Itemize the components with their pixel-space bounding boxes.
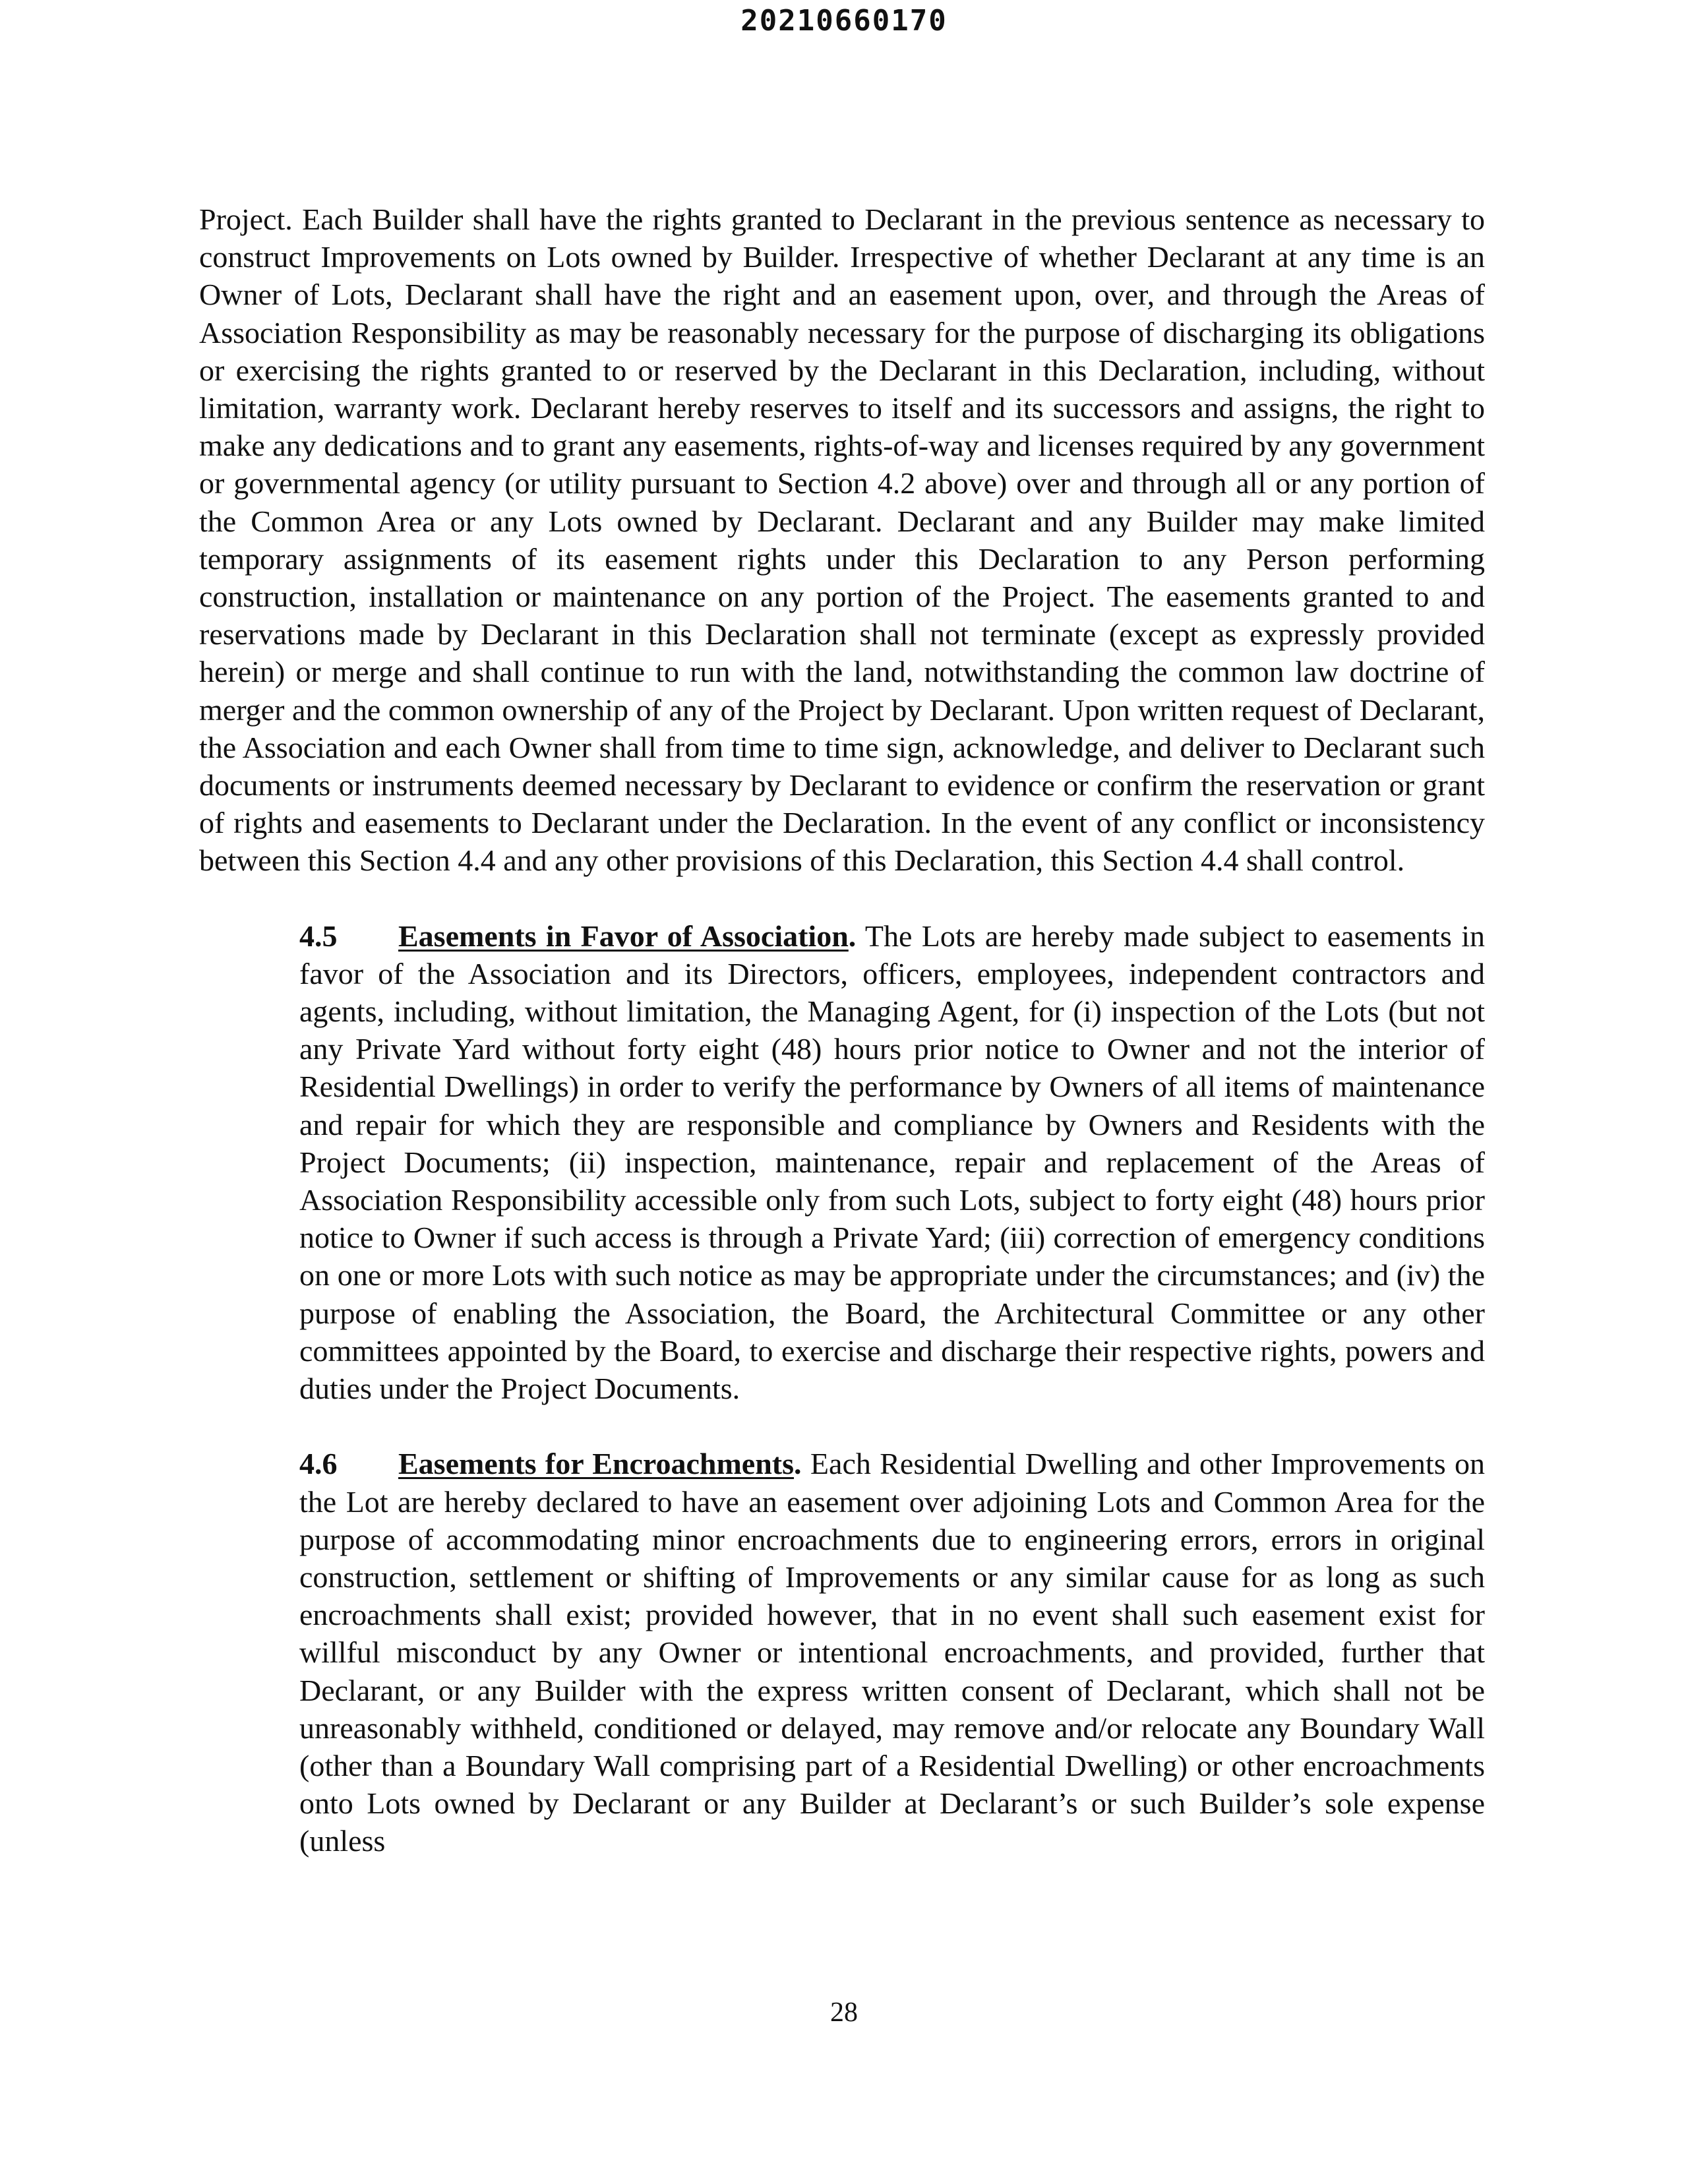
section-heading: Easements in Favor of Association bbox=[398, 919, 849, 953]
section-heading-period: . bbox=[794, 1447, 802, 1481]
section-text: Each Residential Dwelling and other Improvements on the Lot are hereby declared to have an easement over adjoining Lots and Common Area for the purpose of accommodating minor encroachments due to engineering errors, errors in original construction, settlement or shifting of Improvements or any similar cause for as long as such encroachments shall exist; provided however, that in no event shall such easement exist for willful misconduct by any Owner or intentional encroachments, and provided, further that Declarant, or any Builder with the express written consent of Declarant, which shall not be unreasonably withheld, conditioned or delayed, may remove and/or relocate any Boundary Wall (other than a Boundary Wall comprising part of a Residential Dwelling) or other encroachments onto Lots owned by Declarant or any Builder at Declarant’s or such Builder’s sole expense (unless bbox=[299, 1447, 1485, 1858]
section-heading-period: . bbox=[848, 919, 857, 953]
section-4-5-paragraph bbox=[199, 917, 1485, 1408]
continuation-paragraph: Project. Each Builder shall have the rights granted to Declarant in the previous sentence as necessary to construct Improvements on Lots owned by Builder. Irrespective of whether Declarant at any time is an Owner of Lots, Declarant shall have the right and an easement upon, over, and through the Areas of Association Responsibility as may be reasonably necessary for the purpose of discharging its obligations or exercising the rights granted to or reserved by the Declarant in this Declaration, including, without limitation, warranty work. Declarant hereby reserves to itself and its successors and assigns, the right to make any dedications and to grant any easements, rights-of-way and licenses required by any government or governmental agency (or utility pursuant to Section 4.2 above) over and through all or any portion of the Common Area or any Lots owned by Declarant. Declarant and any Builder may make limited temporary assignments of its easement rights under this Declaration to any Person performing construction, installation or maintenance on any portion of the Project. The easements granted to and reservations made by Declarant in this Declaration shall not terminate (except as expressly provided herein) or merge and shall continue to run with the land, notwithstanding the common law doctrine of merger and the common ownership of any of the Project by Declarant. Upon written request of Declarant, the Association and each Owner shall from time to time sign, acknowledge, and deliver to Declarant such documents or instruments deemed necessary by Declarant to evidence or confirm the reservation or grant of rights and easements to Declarant under the Declaration. In the event of any conflict or inconsistency between this Section 4.4 and any other provisions of this Declaration, this Section 4.4 shall control. bbox=[199, 202, 1485, 878]
section-heading: Easements for Encroachments bbox=[398, 1447, 795, 1481]
section-text: The Lots are hereby made subject to easements in favor of the Association and its Directors, officers, employees, independent contractors and agents, including, without limitation, the Managing Agent, for (i) inspection of the Lots (but not any Private Yard without forty eight (48) hours prior notice to Owner and not the interior of Residential Dwellings) in order to verify the performance by Owners of all items of maintenance and repair for which they are responsible and compliance by Owners and Residents with the Project Documents; (ii) inspection, maintenance, repair and replacement of the Areas of Association Responsibility accessible only from such Lots, subject to forty eight (48) hours prior notice to Owner if such access is through a Private Yard; (iii) correction of emergency conditions on one or more Lots with such notice as may be appropriate under the circumstances; and (iv) the purpose of enabling the Association, the Board, the Architectural Committee or any other committees appointed by the Board, to exercise and discharge their respective rights, powers and duties under the Project Documents. bbox=[299, 919, 1485, 1406]
section-number: 4.6 bbox=[299, 1447, 338, 1481]
section-number: 4.5 bbox=[299, 919, 338, 953]
document-body bbox=[199, 200, 1485, 1860]
document-number: 20210660170 bbox=[740, 4, 948, 38]
page-number: 28 bbox=[830, 1997, 858, 2028]
section-4-6-paragraph bbox=[199, 1445, 1485, 1860]
